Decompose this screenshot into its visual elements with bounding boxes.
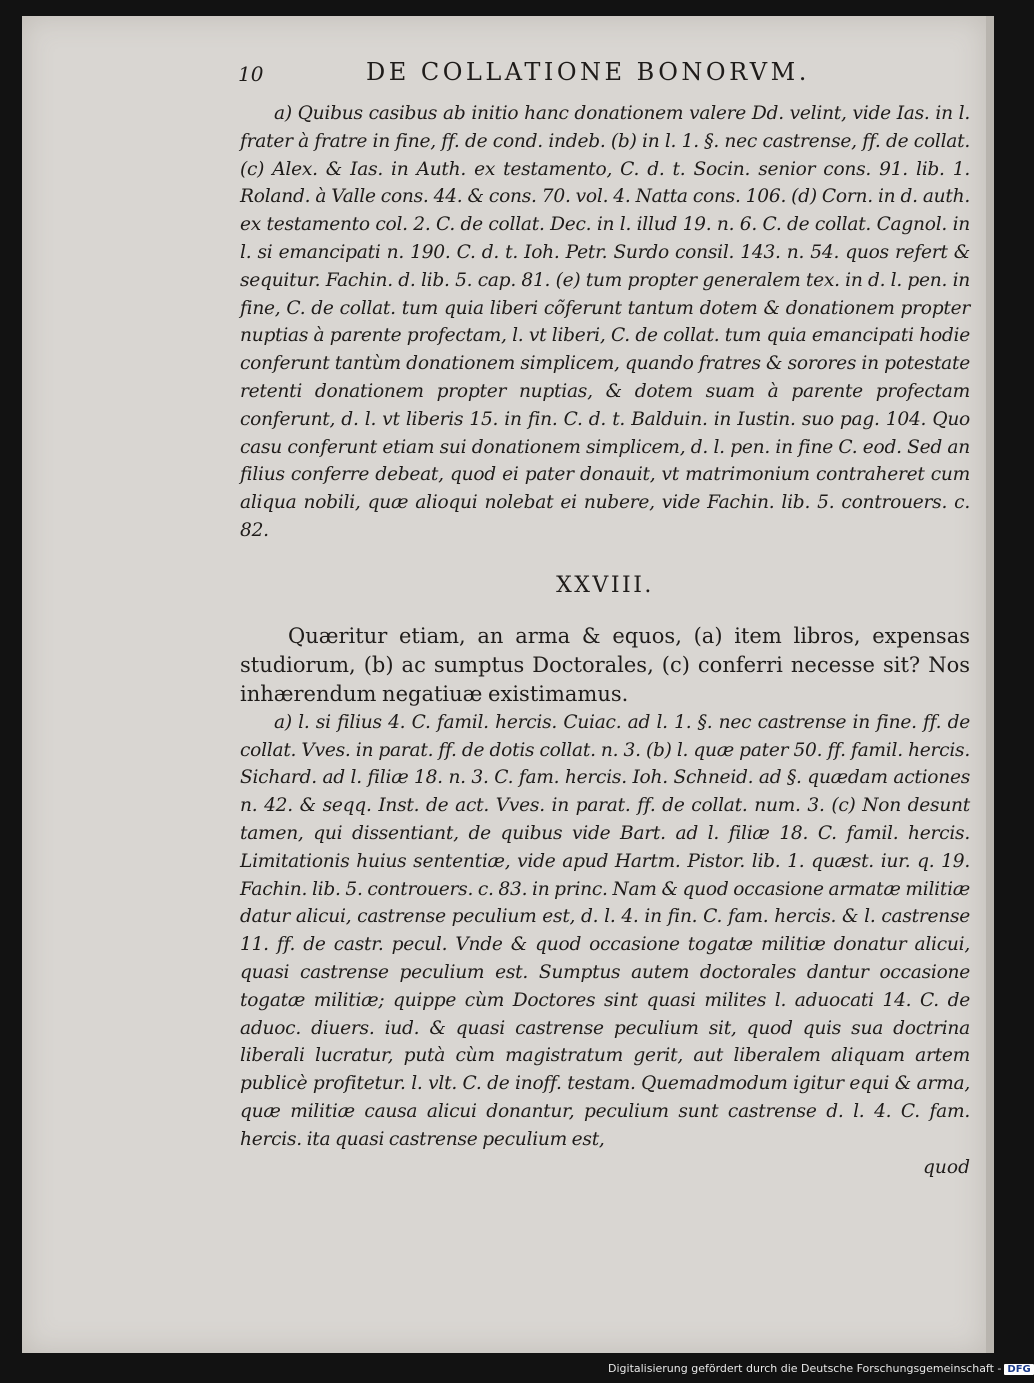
footnotes-section-28: a) l. si filius 4. C. famil. hercis. Cuiac. ad l. 1. §. nec castrense in fine. ff. de collat. Vves. in parat. ff. de dotis collat. n. 3. (b) l. quæ pater 50. ff. famil. hercis. Sichard. ad l. filiæ 18. n. 3. C. fam. hercis. Ioh. Schneid. ad §. quædam actiones n. 42. & seqq. Inst. de act. Vves. in parat. ff. de collat. num. 3. (c) Non desunt tamen, qui dissentiant, de quibus vide Bart. ad l. filiæ 18. C. famil. hercis. Limitationis huius sententiæ, vide apud Hartm. Pistor. lib. 1. quæst. iur. q. 19. Fachin. lib. 5. controuers. c. 83. in princ. Nam & quod occasione armatæ militiæ datur alicui, castrense peculium est, d. l. 4. in fin. C. fam. hercis. & l. castrense 11. ff. de castr. pecul. Vnde & quod occasione togatæ militiæ donatur alicui, quasi castrense peculium est. Sumptus autem doctorales dantur occasione togatæ militiæ; quippe cùm Doctores sint quasi milites l. aduocati 14. C. de aduoc. diuers. iud. & quasi castrense peculium sit, quod quis sua doctrina liberali lucratur, putà cùm magistratum gerit, aut liberalem aliquam artem publicè profitetur. l. vlt. C. de inoff. testam. Quemadmodum igitur equi & arma, quæ militiæ causa alicui donantur, peculium sunt castrense d. l. 4. C. fam. hercis. ita quasi castrense peculium est, [240,711,970,1150]
dfg-logo: DFG [1004,1364,1033,1375]
page-header [240,58,970,94]
page-content [240,58,970,1181]
footer-text: Digitalisierung gefördert durch die Deutsche Forschungsgemeinschaft - [608,1362,1002,1375]
page-number: 10 [238,62,264,86]
footnotes-section-27: a) Quibus casibus ab initio hanc donationem valere Dd. velint, vide Ias. in l. frater à fratre in fine, ff. de cond. indeb. (b) in l. 1. §. nec castrense, ff. de collat. (c) Alex. & Ias. in Auth. ex testamento, C. d. t. Socin. senior cons. 91. lib. 1. Roland. à Valle cons. 44. & cons. 70. vol. 4. Natta cons. 106. (d) Corn. in d. auth. ex testamento col. 2. C. de collat. Dec. in l. illud 19. n. 6. C. de collat. Cagnol. in l. si emancipati n. 190. C. d. t. Ioh. Petr. Surdo consil. 143. n. 54. quos refert & sequitur. Fachin. d. lib. 5. cap. 81. (e) tum propter generalem tex. in d. l. pen. in fine, C. de collat. tum quia liberi cõferunt tantum dotem & donationem propter nuptias à parente profectam, l. vt liberi, C. de collat. tum quia emancipati hodie conferunt tantùm donationem simplicem, quando fratres & sorores in potestate retenti donationem propter nuptias, & dotem suam à parente profectam conferunt, d. l. vt liberis 15. in fin. C. d. t. Balduin. in Iustin. suo pag. 104. Quo casu conferunt etiam sui donationem simplicem, d. l. pen. in fine C. eod. Sed an filius conferre debeat, quod ei pater donauit, vt matrimonium contraheret cum aliqua nobili, quæ alioqui nolebat ei nubere, vide Fachin. lib. 5. controuers. c. 82. [240,103,970,541]
section-number: XXVIII. [556,572,654,598]
catchword: quod [923,1156,970,1178]
page-edge [986,16,994,1353]
running-head: DE COLLATIONE BONORVM. [366,58,810,86]
section-body-text: Quæritur etiam, an arma & equos, (a) item libros, expensas studiorum, (b) ac sumptus Doctorales, (c) conferri necesse sit? Nos inhærendum negatiuæ existimamus. [240,623,970,706]
digitization-footer [608,1362,1034,1375]
